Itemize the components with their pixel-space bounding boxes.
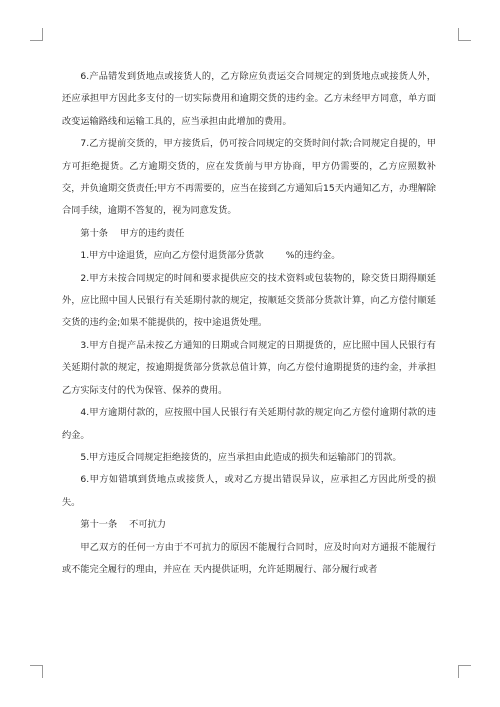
- clause-paragraph: 甲乙双方的任何一方由于不可抗力的原因不能履行合同时，应及时向对方通报不能履行或不能完全履行的理由，并应在 天内提供证明，允许延期履行、部分履行或者: [62, 541, 436, 575]
- document-body: [62, 66, 436, 581]
- page-corner-mark-bottom-right: [458, 665, 471, 678]
- clause-paragraph: 4.甲方逾期付款的，应按照中国人民银行有关延期付款的规定向乙方偿付逾期付款的违约金。: [62, 407, 436, 441]
- clause-paragraph: 5.甲方违反合同规定拒绝接货的，应当承担由此造成的损失和运输部门的罚款。: [80, 451, 402, 463]
- page-corner-mark-bottom-left: [30, 665, 43, 678]
- clause-paragraph: 6.甲方如错填到货地点或接货人，或对乙方提出错误异议，应承担乙方因此所受的损失。: [62, 474, 436, 508]
- page-corner-mark-top-right: [458, 28, 471, 41]
- clause-paragraph: 1.甲方中途退货，应向乙方偿付退货部分货款 %的违约金。: [80, 250, 341, 262]
- page-corner-mark-top-left: [30, 28, 43, 41]
- article-heading: [62, 223, 436, 245]
- clause-paragraph: 6.产品错发到货地点或接货人的，乙方除应负责运交合同规定的到货地点或接货人外，还应承担甲方因此多支付的一切实际费用和逾期交货的违约金。乙方未经甲方同意，单方面改变运输路线和运输工具的，应当承担由此增加的费用。: [62, 71, 436, 127]
- article-title: 不可抗力: [129, 519, 166, 531]
- article-heading: [62, 514, 436, 536]
- clause-paragraph: 2.甲方未按合同规定的时间和要求提供应交的技术资料或包装物的，除交货日期得顺延外，应比照中国人民银行有关延期付款的规定，按顺延交货部分货款计算，向乙方偿付顺延交货的违约金;如果不能提供的，按中途退货处理。: [62, 272, 436, 329]
- article-number: 第十条: [80, 227, 108, 239]
- article-number: 第十一条: [80, 519, 118, 531]
- clause-paragraph: 7.乙方提前交货的，甲方接货后，仍可按合同规定的交货时间付款;合同规定自提的，甲方可拒绝提货。乙方逾期交货的，应在发货前与甲方协商，甲方仍需要的，乙方应照数补交，并负逾期交货责任;甲方不再需要的，应当在接到乙方通知后15天内通知乙方，办理解除合同手续，逾期不答复的，视为同意发货。: [62, 138, 436, 217]
- article-title: 甲方的违约责任: [119, 227, 185, 239]
- clause-paragraph: 3.甲方自提产品未按乙方通知的日期或合同规定的日期提货的，应比照中国人民银行有关延期付款的规定，按逾期提货部分货款总值计算，向乙方偿付逾期提货的违约金，并承担乙方实际支付的代为保管、保养的费用。: [62, 339, 436, 396]
